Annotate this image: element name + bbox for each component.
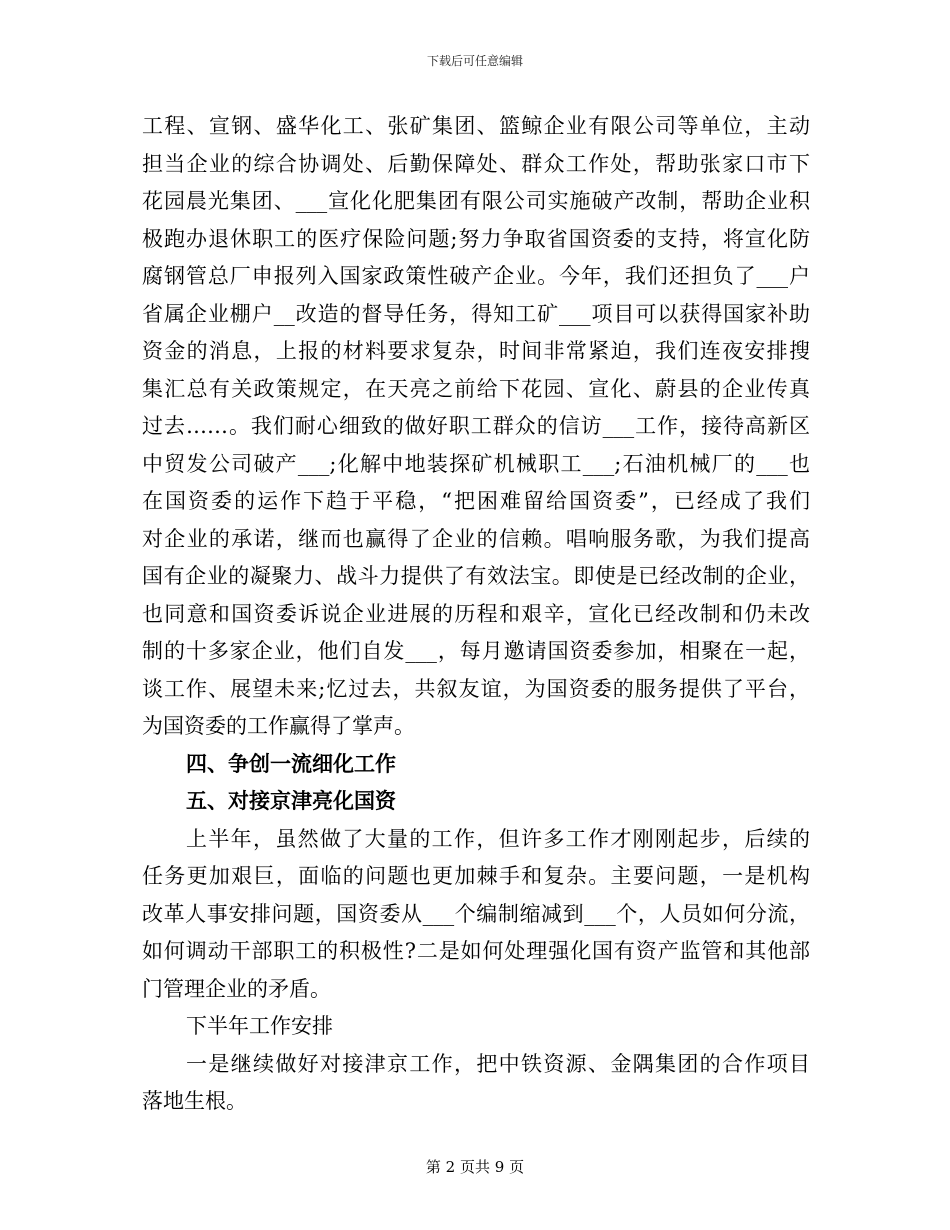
page-header-note: 下载后可任意编辑 bbox=[426, 54, 523, 68]
body-line: 集汇总有关政策规定，在天亮之前给下花园、宣化、蔚县的企业传真 bbox=[142, 376, 810, 401]
body-line: 过去……。我们耐心细致的做好职工群众的信访___工作，接待高新区 bbox=[142, 414, 810, 438]
body-line: 对企业的承诺，继而也赢得了企业的信赖。唱响服务歌，为我们提高 bbox=[142, 526, 810, 551]
subsection-title: 下半年工作安排 bbox=[186, 1014, 333, 1038]
document-body bbox=[142, 108, 810, 1121]
body-line: 也同意和国资委诉说企业进展的历程和艰辛，宣化已经改制和仍未改 bbox=[142, 601, 810, 626]
body-line: 门管理企业的矛盾。 bbox=[142, 976, 331, 1001]
body-line: 国有企业的凝聚力、战斗力提供了有效法宝。即使是已经改制的企业， bbox=[142, 564, 810, 588]
body-line: 资金的消息，上报的材料要求复杂，时间非常紧迫，我们连夜安排搜 bbox=[142, 339, 810, 363]
body-line: 一是继续做好对接津京工作，把中铁资源、金隅集团的合作项目 bbox=[186, 1051, 810, 1076]
body-line: 制的十多家企业，他们自发___，每月邀请国资委参加，相聚在一起， bbox=[142, 639, 810, 663]
body-line: 省属企业棚户__改造的督导任务，得知工矿___项目可以获得国家补助 bbox=[142, 301, 810, 326]
body-line: 改革人事安排问题，国资委从___个编制缩减到___个，人员如何分流， bbox=[142, 901, 810, 926]
body-line: 担当企业的综合协调处、后勤保障处、群众工作处，帮助张家口市下 bbox=[142, 151, 810, 176]
body-line: 为国资委的工作赢得了掌声。 bbox=[142, 714, 415, 738]
section-heading-4: 四、争创一流细化工作 bbox=[186, 751, 396, 776]
body-line: 花园晨光集团、___宣化化肥集团有限公司实施破产改制，帮助企业积 bbox=[142, 189, 810, 213]
body-line: 腐钢管总厂申报列入国家政策性破产企业。今年，我们还担负了___户 bbox=[142, 264, 810, 288]
body-line: 极跑办退休职工的医疗保险问题;努力争取省国资委的支持，将宣化防 bbox=[142, 226, 810, 251]
body-line: 如何调动干部职工的积极性?二是如何处理强化国有资产监管和其他部 bbox=[142, 939, 810, 963]
body-line: 谈工作、展望未来;忆过去，共叙友谊，为国资委的服务提供了平台， bbox=[142, 676, 810, 701]
body-line: 上半年，虽然做了大量的工作，但许多工作才刚刚起步，后续的 bbox=[186, 826, 810, 851]
body-line: 工程、宣钢、盛华化工、张矿集团、篮鲸企业有限公司等单位，主动 bbox=[142, 114, 810, 138]
body-line: 在国资委的运作下趋于平稳，“把困难留给国资委”，已经成了我们 bbox=[142, 489, 810, 513]
body-line: 任务更加艰巨，面临的问题也更加棘手和复杂。主要问题，一是机构 bbox=[142, 864, 810, 888]
page-number: 第 2 页共 9 页 bbox=[425, 1158, 525, 1176]
body-line: 中贸发公司破产___;化解中地装探矿机械职工___;石油机械厂的___也 bbox=[142, 451, 810, 476]
body-line: 落地生根。 bbox=[142, 1089, 247, 1113]
section-heading-5: 五、对接京津亮化国资 bbox=[186, 789, 396, 813]
